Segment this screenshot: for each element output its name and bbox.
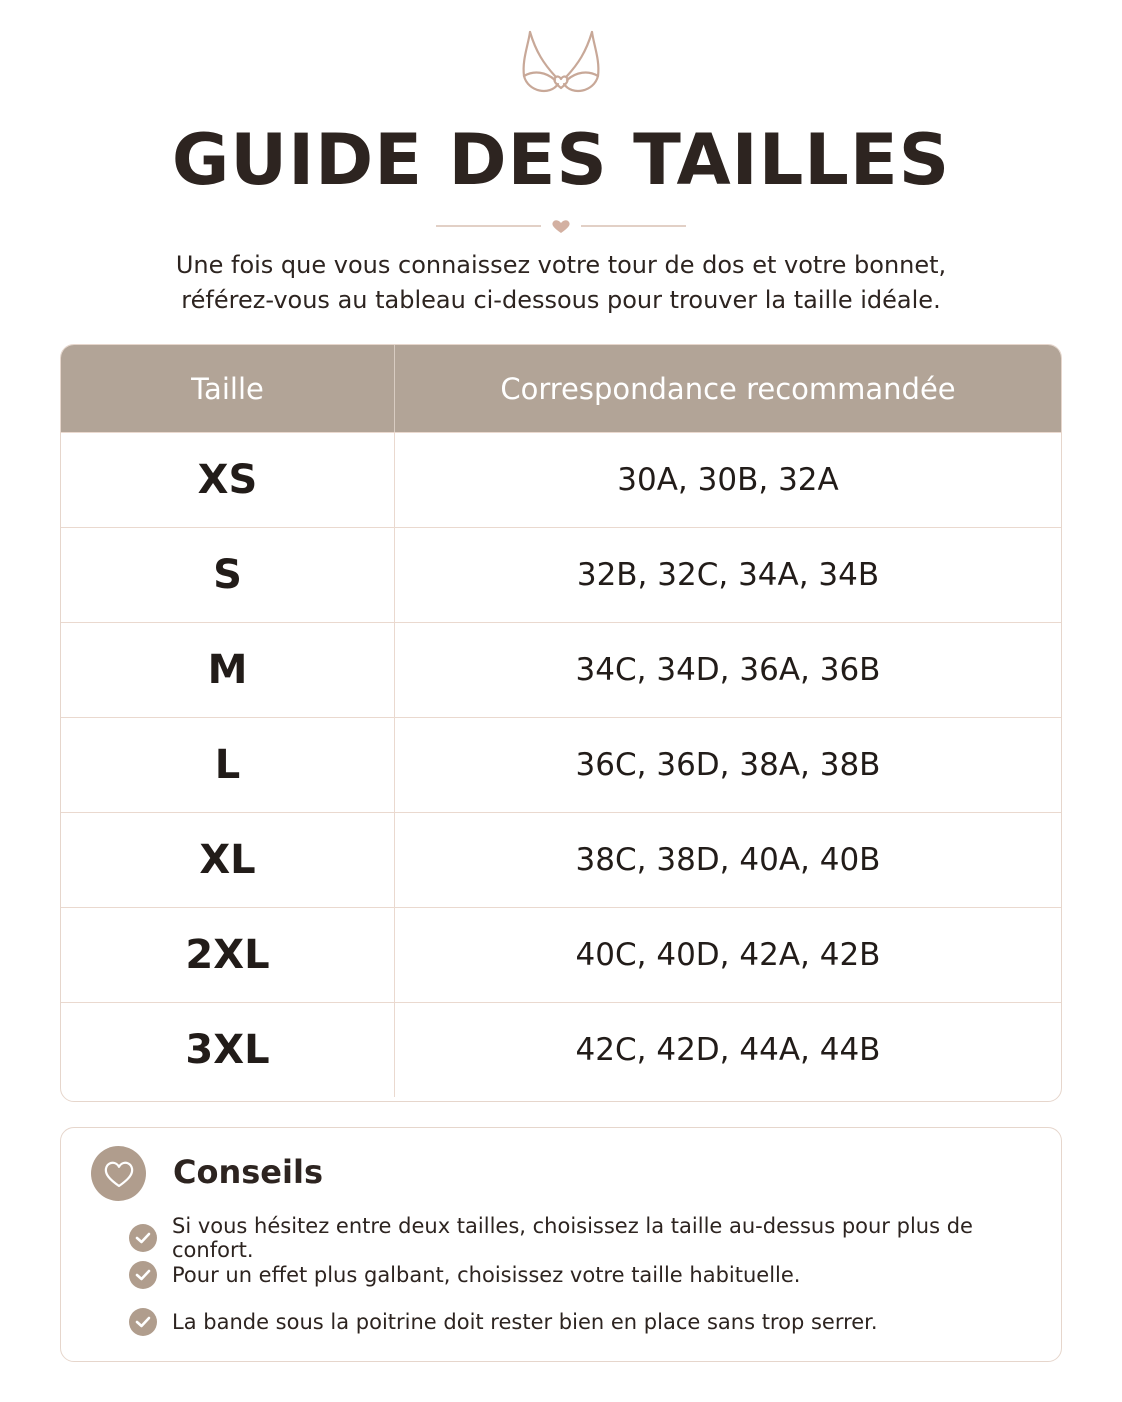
table-header xyxy=(61,345,1061,432)
tip-text: La bande sous la poitrine doit rester bien en place sans trop serrer. xyxy=(172,1310,878,1334)
tips-badge xyxy=(91,1146,146,1201)
size-cell: S xyxy=(61,528,395,622)
heart-icon xyxy=(103,1159,135,1189)
size-cell: M xyxy=(61,623,395,717)
header-match: Correspondance recommandée xyxy=(500,371,956,406)
size-cell: XS xyxy=(61,433,395,527)
tip-item xyxy=(129,1261,800,1289)
match-cell: 40C, 40D, 42A, 42B xyxy=(575,937,881,973)
table-row xyxy=(61,1002,1061,1097)
table-row xyxy=(61,527,1061,622)
size-cell: XL xyxy=(61,813,395,907)
intro-text xyxy=(100,248,1022,318)
check-icon xyxy=(129,1261,157,1289)
heart-icon xyxy=(552,220,569,233)
match-cell: 32B, 32C, 34A, 34B xyxy=(576,557,880,593)
table-row xyxy=(61,622,1061,717)
check-icon xyxy=(129,1308,157,1336)
match-cell: 38C, 38D, 40A, 40B xyxy=(575,842,881,878)
bra-icon xyxy=(518,26,604,100)
title-divider xyxy=(436,216,686,236)
table-row xyxy=(61,812,1061,907)
table-row xyxy=(61,717,1061,812)
table-row xyxy=(61,907,1061,1002)
size-cell: L xyxy=(61,718,395,812)
intro-line: Une fois que vous connaissez votre tour de dos et votre bonnet, xyxy=(175,251,947,279)
size-table xyxy=(60,344,1062,1102)
tip-text: Pour un effet plus galbant, choisissez votre taille habituelle. xyxy=(172,1263,801,1287)
match-cell: 42C, 42D, 44A, 44B xyxy=(575,1032,881,1068)
tips-box xyxy=(60,1127,1062,1362)
check-icon xyxy=(129,1224,157,1252)
intro-line: référez-vous au tableau ci-dessous pour trouver la taille idéale. xyxy=(181,286,941,314)
tip-text: Si vous hésitez entre deux tailles, choisissez la taille au-dessus pour plus de confort. xyxy=(172,1214,973,1262)
table-row xyxy=(61,432,1061,527)
size-cell: 2XL xyxy=(61,908,395,1002)
tip-item xyxy=(129,1214,1061,1262)
match-cell: 30A, 30B, 32A xyxy=(617,462,839,498)
page-title: GUIDE DES TAILLES xyxy=(171,119,951,201)
size-cell: 3XL xyxy=(61,1003,395,1097)
match-cell: 34C, 34D, 36A, 36B xyxy=(575,652,881,688)
header-size: Taille xyxy=(61,345,395,432)
tip-item xyxy=(129,1308,878,1336)
tips-title: Conseils xyxy=(173,1153,323,1191)
match-cell: 36C, 36D, 38A, 38B xyxy=(575,747,881,783)
